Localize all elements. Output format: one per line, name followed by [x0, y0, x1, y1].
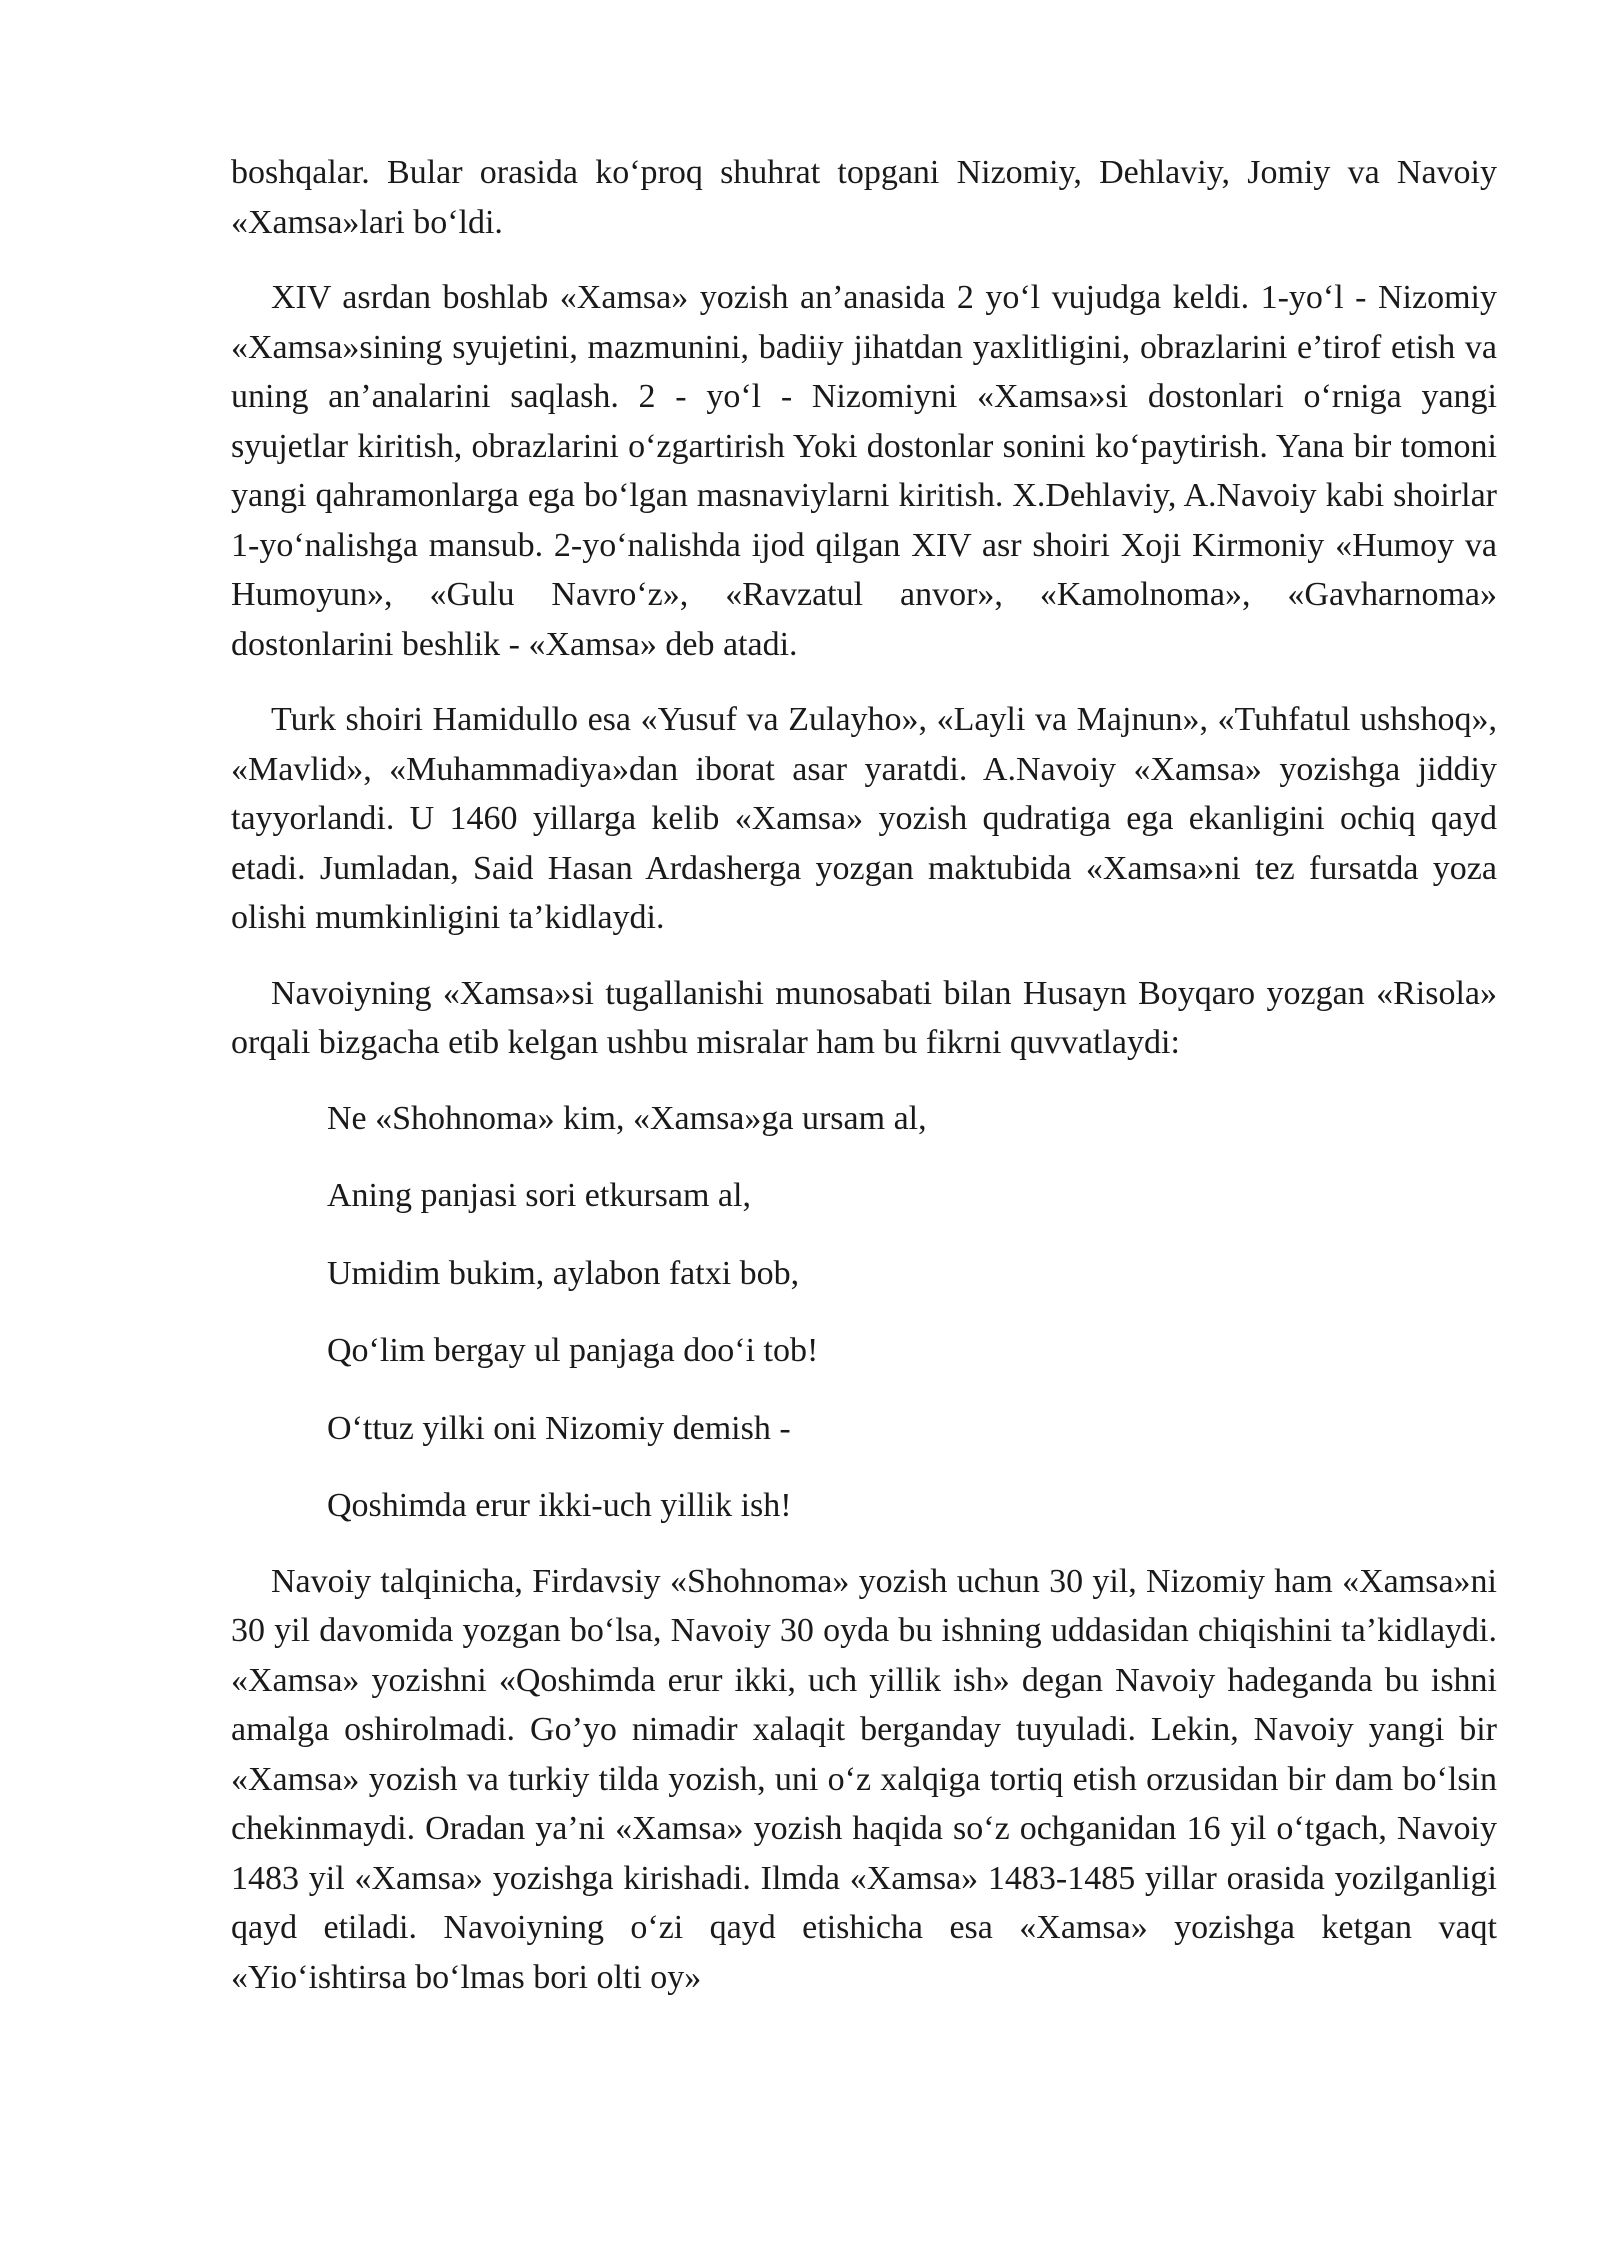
paragraph-5: Navoiy talqinicha, Firdavsiy «Shohnoma» yozish uchun 30 yil, Nizomiy ham «Xamsa»ni 30 yil davomida yozgan bo‘lsa, Navoiy 30 oyda bu ishning uddasidan chiqishini ta’kidlaydi. «Xamsa» yozishni «Qoshimda erur ikki, uch yillik ish» degan Navoiy hadeganda bu ishni amalga oshirolmadi. Go’yo nimadir xalaqit berganday tuyuladi. Lekin, Navoiy yangi bir «Xamsa» yozish va turkiy tilda yozish, uni o‘z xalqiga tortiq etish orzusidan bir dam bo‘lsin chekinmaydi. Oradan ya’ni «Xamsa» yozish haqida so‘z ochganidan 16 yil o‘tgach, Navoiy 1483 yil «Xamsa» yozishga kirishadi. Ilmda «Xamsa» 1483-1485 yillar orasida yozilganligi qayd etiladi. Navoiyning o‘zi qayd etishicha esa «Xamsa» yozishga ketgan vaqt «Yio‘ishtirsa bo‘lmas bori olti oy» — [231, 1562, 1497, 1996]
paragraph-3: Turk shoiri Hamidullo esa «Yusuf va Zulayho», «Layli va Majnun», «Tuhfatul ushshoq», «Mavlid», «Muhammadiya»dan iborat asar yaratdi. A.Navoiy «Xamsa» yozishga jiddiy tayyorlandi. U 1460 yillarga kelib «Xamsa» yozish qudratiga ega ekanligini ochiq qayd etadi. Jumladan, Said Hasan Ardasherga yozgan maktubida «Xamsa»ni tez fursatda yoza olishi mumkinligini ta’kidlaydi. — [231, 701, 1497, 936]
verse-line: Qoshimda erur ikki-uch yillik ish! — [327, 1487, 792, 1524]
paragraph-4: Navoiyning «Xamsa»si tugallanishi munosabati bilan Husayn Boyqaro yozgan «Risola» orqali bizgacha etib kelgan ushbu misralar ham bu fikrni quvvatlaydi: — [231, 974, 1497, 1061]
verse-line: Aning panjasi sori etkursam al, — [327, 1177, 751, 1214]
poem-verse — [231, 1094, 1497, 1531]
document-page — [231, 148, 1497, 2028]
verse-line: Qo‘lim bergay ul panjaga doo‘i tob! — [327, 1332, 819, 1369]
paragraph-2: XIV asrdan boshlab «Xamsa» yozish an’anasida 2 yo‘l vujudga keldi. 1-yo‘l - Nizomiy «Xamsa»sining syujetini, mazmunini, badiiy jihatdan yaxlitligini, obrazlarini e’tirof etish va uning an’analarini saqlash. 2 - yo‘l - Nizomiyni «Xamsa»si dostonlari o‘rniga yangi syujetlar kiritish, obrazlarini o‘zgartirish Yoki dostonlar sonini ko‘paytirish. Yana bir tomoni yangi qahramonlarga ega bo‘lgan masnaviylarni kiritish. X.Dehlaviy, A.Navoiy kabi shoirlar 1-yo‘nalishga mansub. 2-yo‘nalishda ijod qilgan XIV asr shoiri Xoji Kirmoniy «Humoy va Humoyun», «Gulu Navro‘z», «Ravzatul anvor», «Kamolnoma», «Gavharnoma» dostonlarini beshlik - «Xamsa» deb atadi. — [231, 279, 1497, 663]
verse-line: Umidim bukim, aylabon fatxi bob, — [327, 1254, 800, 1292]
paragraph-1: boshqalar. Bular orasida ko‘proq shuhrat topgani Nizomiy, Dehlaviy, Jomiy va Navoiy «Xamsa»lari bo‘ldi. — [231, 154, 1497, 241]
verse-line: Ne «Shohnoma» kim, «Xamsa»ga ursam al, — [327, 1099, 927, 1137]
verse-line: O‘ttuz yilki oni Nizomiy demish - — [327, 1409, 791, 1447]
